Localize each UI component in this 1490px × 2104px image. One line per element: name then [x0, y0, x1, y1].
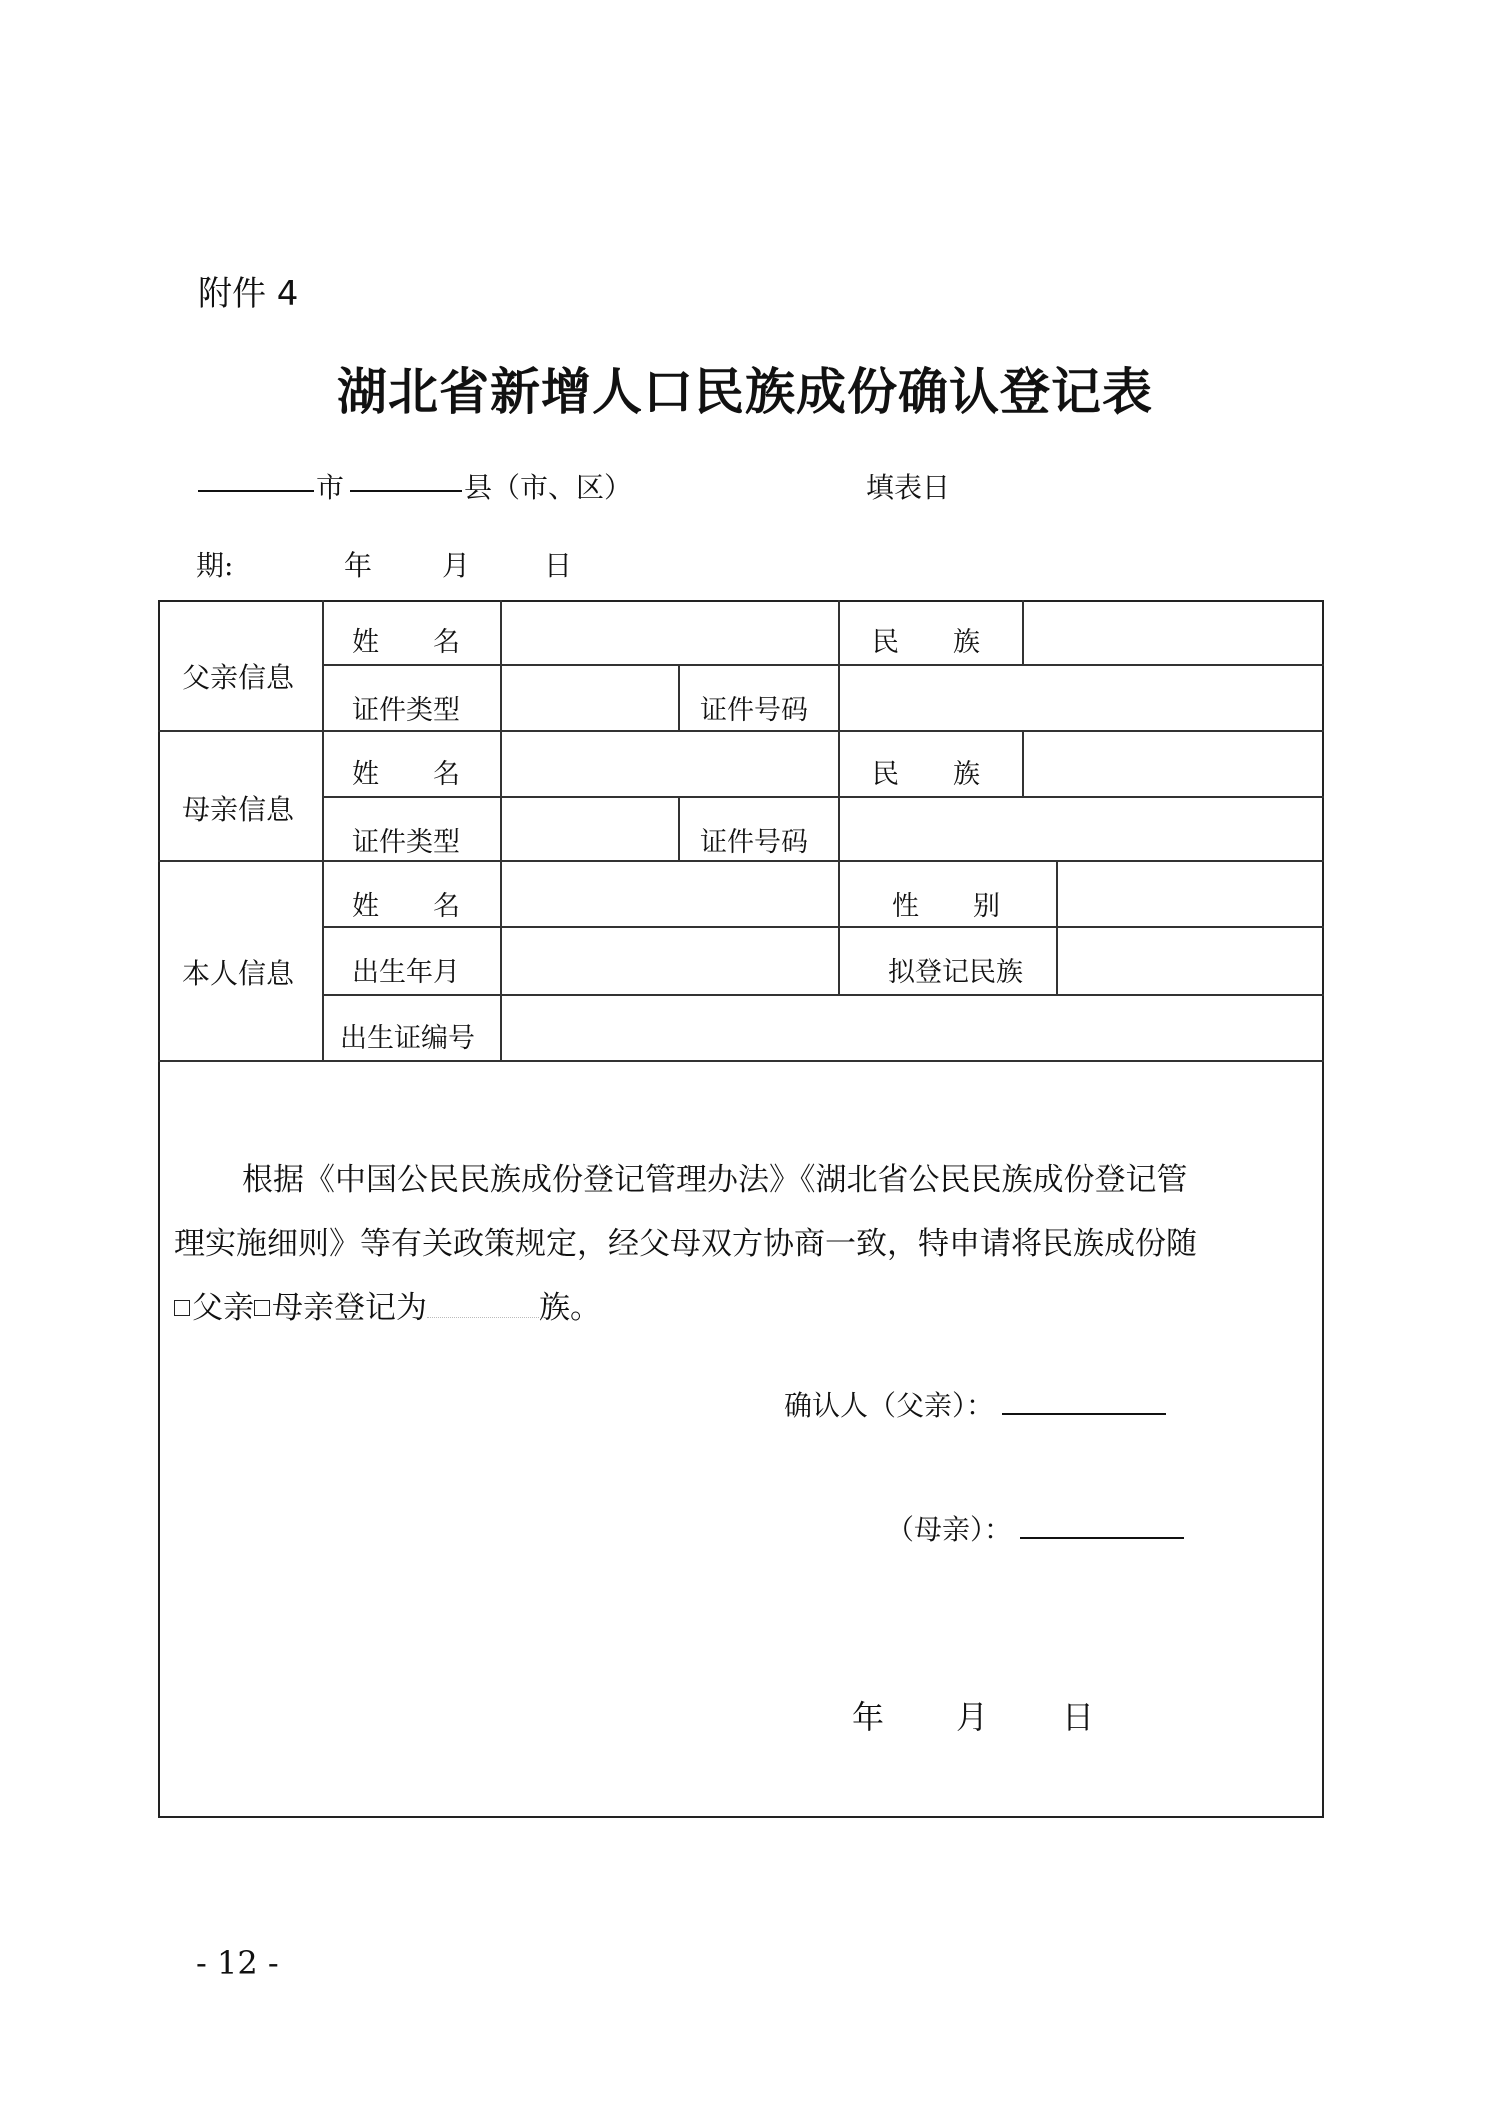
mother-info-label: 母亲信息 — [182, 793, 295, 826]
city-suffix: 市 — [316, 471, 345, 504]
father-ethnicity-label: 民 族 — [872, 627, 980, 658]
self-intended-ethnicity-label: 拟登记民族 — [888, 957, 1023, 988]
header-year: 年 — [344, 549, 373, 582]
signature-year: 年 — [852, 1698, 885, 1736]
mother-id-number-input[interactable] — [842, 800, 1320, 856]
father-info-label: 父亲信息 — [182, 661, 295, 694]
father-ethnicity-input[interactable] — [1026, 604, 1320, 660]
signature-day: 日 — [1062, 1698, 1095, 1736]
mother-signature — [886, 1508, 1184, 1548]
county-suffix: 县（市、区） — [464, 471, 633, 504]
county-field[interactable] — [350, 466, 462, 499]
option-father-label: 父亲 — [192, 1290, 254, 1326]
signature-month: 月 — [956, 1698, 989, 1736]
mother-name-input[interactable] — [504, 734, 834, 792]
header-day: 日 — [544, 549, 573, 582]
self-name-label: 姓 名 — [352, 891, 460, 922]
self-birth-cert-input[interactable] — [504, 998, 1320, 1056]
mother-id-type-label: 证件类型 — [352, 827, 460, 858]
father-name-label: 姓 名 — [352, 627, 460, 658]
self-birth-cert-label: 出生证编号 — [340, 1023, 475, 1054]
mother-checkbox[interactable] — [254, 1300, 270, 1316]
ethnicity-blank[interactable] — [427, 1291, 539, 1318]
self-name-input[interactable] — [504, 864, 834, 922]
header-month: 月 — [442, 549, 471, 582]
declaration-line-3 — [174, 1276, 1314, 1340]
mother-id-number-label: 证件号码 — [700, 827, 808, 858]
father-checkbox[interactable] — [174, 1300, 190, 1316]
father-id-number-input[interactable] — [842, 668, 1320, 726]
self-gender-input[interactable] — [1060, 864, 1320, 922]
self-birth-input[interactable] — [504, 930, 834, 990]
option-mother-label: 母亲登记为 — [272, 1290, 427, 1326]
father-signature-line[interactable] — [1002, 1387, 1166, 1415]
father-id-type-input[interactable] — [504, 668, 674, 726]
city-field[interactable] — [198, 466, 314, 499]
mother-signature-label: （母亲）： — [886, 1513, 1013, 1546]
fill-date-label-cont: 期: — [196, 549, 234, 582]
mother-ethnicity-label: 民 族 — [872, 759, 980, 790]
self-gender-label: 性 别 — [892, 891, 1000, 922]
self-info-label: 本人信息 — [182, 957, 295, 990]
mother-ethnicity-input[interactable] — [1026, 734, 1320, 792]
mother-signature-line[interactable] — [1020, 1511, 1184, 1539]
mother-name-label: 姓 名 — [352, 759, 460, 790]
father-id-number-label: 证件号码 — [700, 695, 808, 726]
father-name-input[interactable] — [504, 604, 834, 660]
father-id-type-label: 证件类型 — [352, 695, 460, 726]
declaration-line-1: 根据《中国公民民族成份登记管理办法》《湖北省公民民族成份登记管 — [242, 1162, 1188, 1198]
father-signature — [784, 1384, 1166, 1424]
declaration-line-2: 理实施细则》等有关政策规定，经父母双方协商一致，特申请将民族成份随 — [174, 1226, 1197, 1262]
mother-id-type-input[interactable] — [504, 800, 674, 856]
father-signature-label: 确认人（父亲）： — [784, 1389, 995, 1422]
attachment-label: 附件 4 — [198, 274, 299, 314]
fill-date-label: 填表日 — [866, 471, 951, 504]
self-intended-ethnicity-input[interactable] — [1060, 930, 1320, 990]
form-title: 湖北省新增人口民族成份确认登记表 — [337, 362, 1153, 421]
page-number: - 12 - — [196, 1944, 279, 1982]
ethnicity-suffix: 族。 — [539, 1290, 601, 1326]
self-birth-label: 出生年月 — [352, 957, 460, 988]
